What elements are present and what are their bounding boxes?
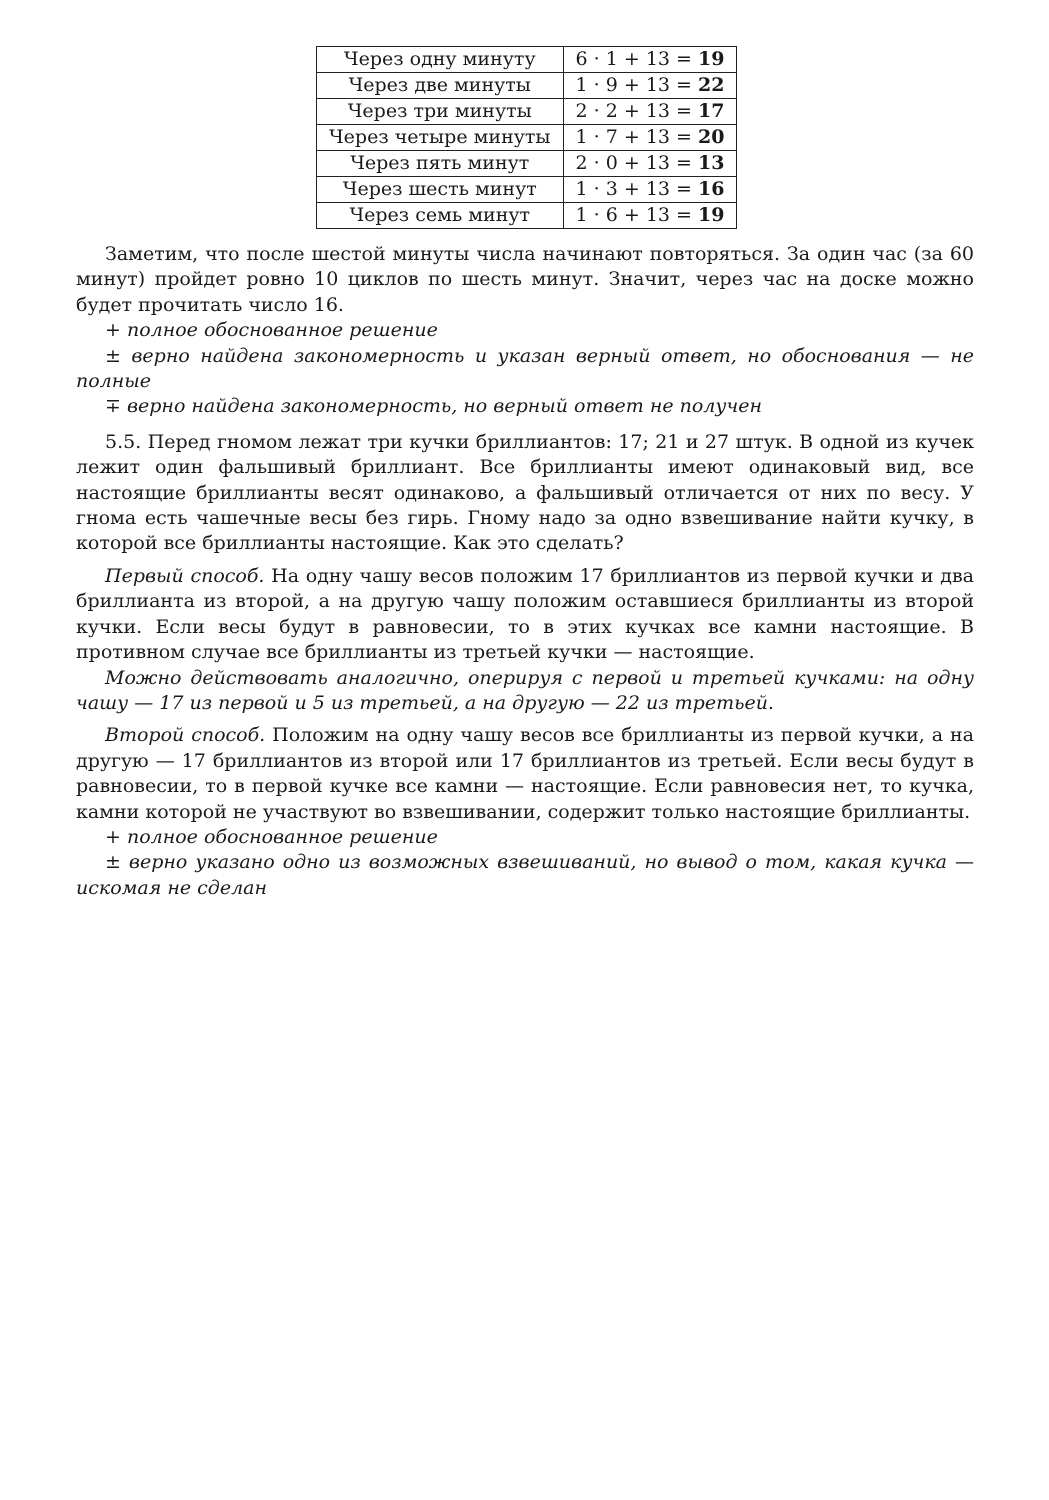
table-row: [317, 73, 737, 99]
row-formula: 1 · 6 + 13 = 19: [563, 203, 737, 229]
criterion-full: + полное обоснованное решение: [105, 319, 438, 342]
criterion-partial-2: ± верно указано одно из возможных взвешиваний, но вывод о том, какая кучка — искомая не сделан: [76, 851, 974, 899]
conclusion-paragraph: Заметим, что после шестой минуты числа начинают повторяться. За один час (за 60 минут) пройдет ровно 10 циклов по шесть минут. Значит, через час на доске можно будет прочитать число 16.: [76, 243, 974, 316]
method-one-text: На одну чашу весов положим 17 бриллиантов из первой кучки и два бриллианта из второй, а на другую чашу положим оставшиеся бриллианты из второй кучки. Если весы будут в равновесии, то в этих кучках все камни настоящие. В противном случае все бриллианты из третьей кучки — настоящие.: [76, 564, 974, 664]
criterion-partial: ± верно найдена закономерность и указан верный ответ, но обоснования — не полные: [76, 344, 974, 393]
table-row: [317, 177, 737, 203]
table-row: [317, 125, 737, 151]
table-row: [317, 47, 737, 73]
row-label: Через три минуты: [317, 99, 564, 125]
method-two-paragraph: [76, 723, 974, 825]
row-label: Через пять минут: [317, 151, 564, 177]
alternative-paragraph: Можно действовать аналогично, оперируя с первой и третьей кучками: на одну чашу — 17 из первой и 5 из третьей, а на другую — 22 из третьей.: [76, 666, 974, 714]
row-label: Через четыре минуты: [317, 125, 564, 151]
row-formula: 2 · 2 + 13 = 17: [563, 99, 737, 125]
row-label: Через одну минуту: [317, 47, 564, 73]
method-two-text: Положим на одну чашу весов все бриллианты из первой кучки, а на другую — 17 бриллиантов из второй или 17 бриллиантов из третьей. Если весы будут в равновесии, то в первой кучке все камни — настоящие. Если равновесия нет, то кучка, камни которой не участвуют во взвешивании, содержит только настоящие бриллианты.: [76, 724, 974, 823]
table-row: [317, 151, 737, 177]
table-row: [317, 203, 737, 229]
method-two-title: Второй способ.: [105, 724, 266, 747]
row-result: 16: [698, 178, 725, 200]
table-row: [317, 99, 737, 125]
row-result: 20: [698, 126, 725, 148]
method-one-paragraph: [76, 564, 974, 666]
row-formula: 1 · 7 + 13 = 20: [563, 125, 737, 151]
criterion-full-2: + полное обоснованное решение: [105, 825, 438, 848]
row-result: 22: [698, 74, 725, 96]
criterion-weak: ∓ верно найдена закономерность, но верный ответ не получен: [105, 395, 763, 418]
problem-statement: 5.5. Перед гномом лежат три кучки бриллиантов: 17; 21 и 27 штук. В одной из кучек лежит один фальшивый бриллиант. Все бриллианты имеют одинаковый вид, все настоящие бриллианты весят одинаково, а фальшивый отличается от них по весу. У гнома есть чашечные весы без гирь. Гному надо за одно взвешивание найти кучку, в которой все бриллианты настоящие. Как это сделать?: [76, 430, 974, 555]
row-label: Через семь минут: [317, 203, 564, 229]
minutes-table: [316, 46, 737, 229]
document-page: [76, 46, 974, 901]
row-formula: 1 · 9 + 13 = 22: [563, 73, 737, 99]
row-formula: 6 · 1 + 13 = 19: [563, 47, 737, 73]
row-result: 19: [698, 204, 725, 226]
row-formula: 2 · 0 + 13 = 13: [563, 151, 737, 177]
row-result: 17: [698, 100, 725, 122]
method-one-title: Первый способ.: [105, 564, 265, 587]
row-label: Через две минуты: [317, 73, 564, 99]
row-result: 19: [698, 48, 725, 70]
row-result: 13: [698, 152, 725, 174]
row-label: Через шесть минут: [317, 177, 564, 203]
row-formula: 1 · 3 + 13 = 16: [563, 177, 737, 203]
